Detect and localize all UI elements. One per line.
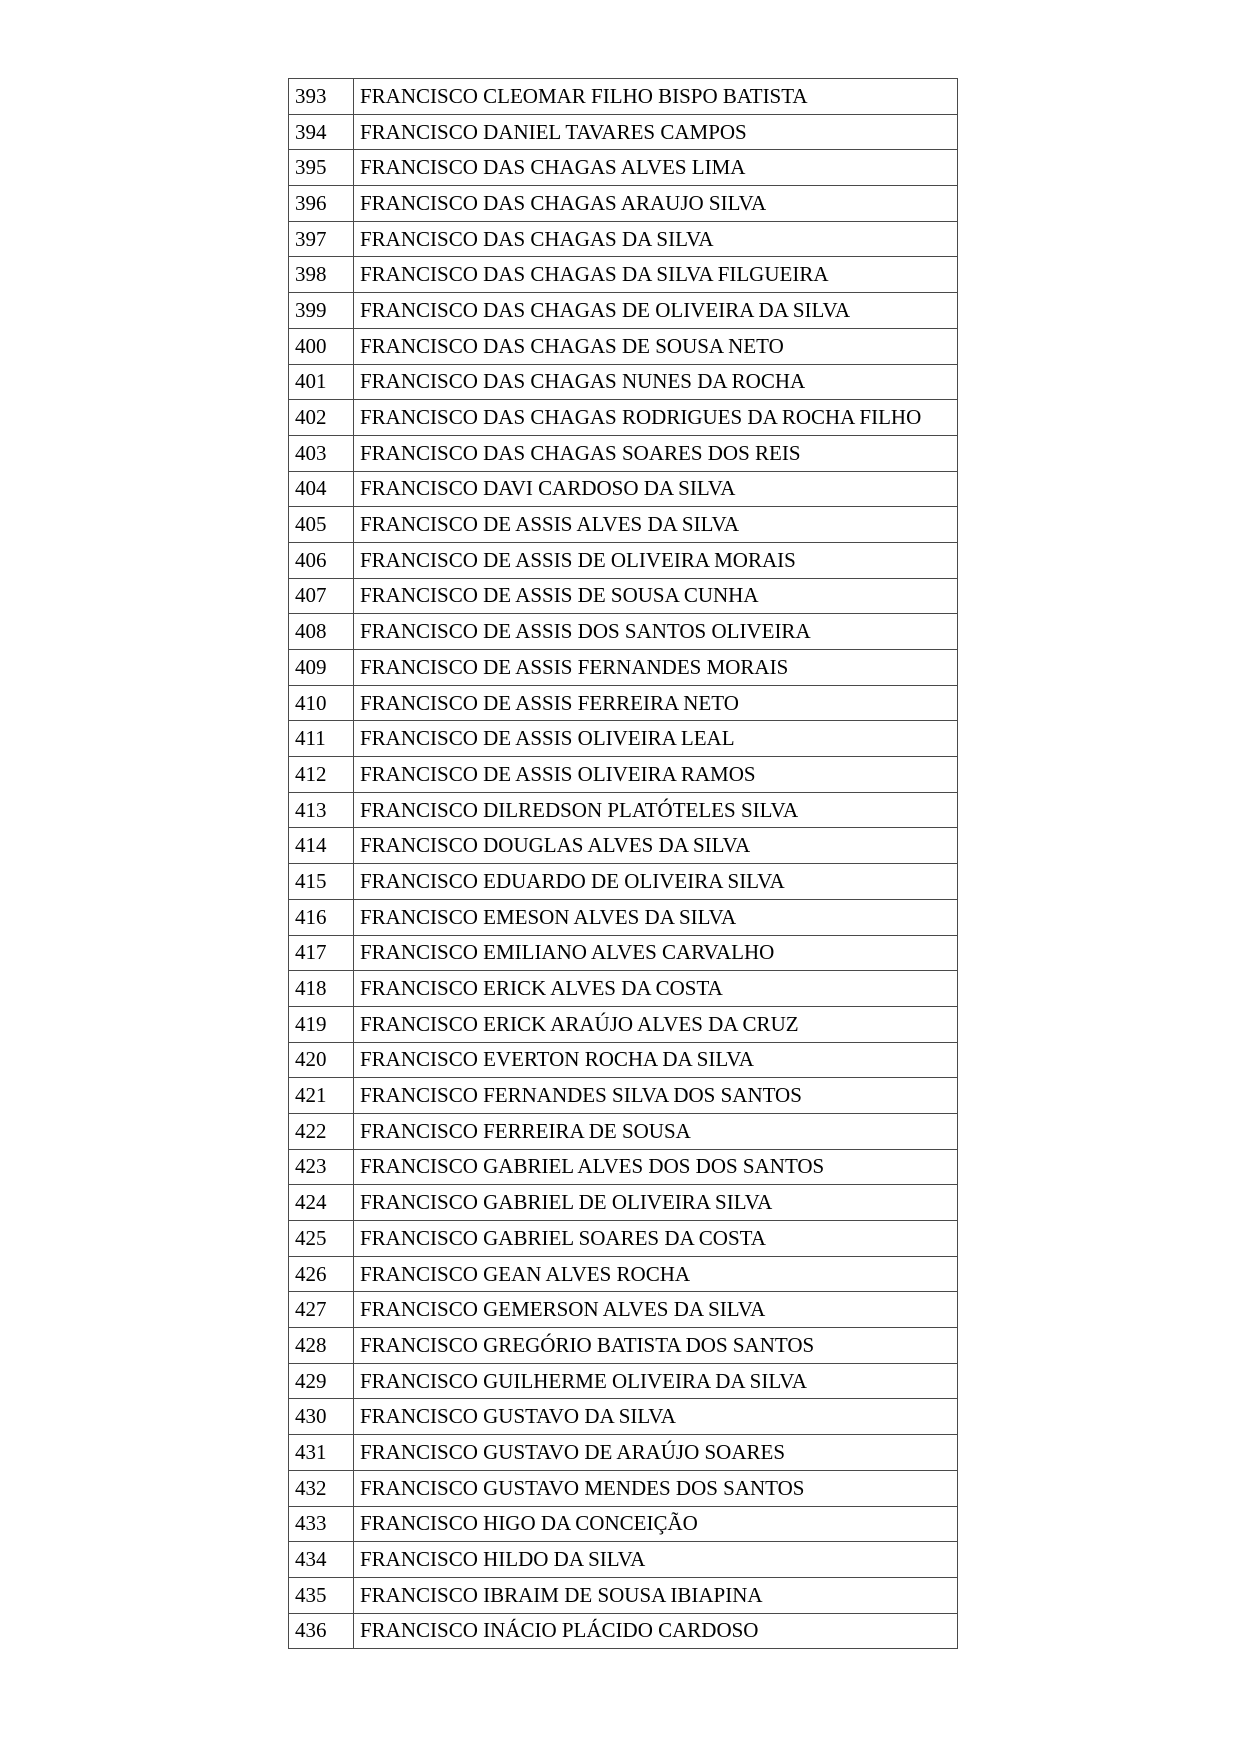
table-row — [289, 864, 958, 900]
table-row — [289, 1399, 958, 1435]
table-row — [289, 221, 958, 257]
row-name: FRANCISCO DE ASSIS ALVES DA SILVA — [354, 507, 958, 543]
row-name: FRANCISCO DAS CHAGAS ALVES LIMA — [354, 150, 958, 186]
row-number: 393 — [289, 79, 354, 115]
row-number: 395 — [289, 150, 354, 186]
row-number: 424 — [289, 1185, 354, 1221]
table-row — [289, 1577, 958, 1613]
row-number: 428 — [289, 1328, 354, 1364]
table-row — [289, 400, 958, 436]
table-row — [289, 1006, 958, 1042]
table-row — [289, 114, 958, 150]
row-number: 418 — [289, 971, 354, 1007]
row-number: 436 — [289, 1613, 354, 1649]
row-name: FRANCISCO DANIEL TAVARES CAMPOS — [354, 114, 958, 150]
row-name: FRANCISCO GABRIEL ALVES DOS DOS SANTOS — [354, 1149, 958, 1185]
row-number: 410 — [289, 685, 354, 721]
row-name: FRANCISCO EMILIANO ALVES CARVALHO — [354, 935, 958, 971]
row-name: FRANCISCO GUILHERME OLIVEIRA DA SILVA — [354, 1363, 958, 1399]
table-row — [289, 1506, 958, 1542]
table-row — [289, 1613, 958, 1649]
row-name: FRANCISCO GABRIEL DE OLIVEIRA SILVA — [354, 1185, 958, 1221]
table-row — [289, 1149, 958, 1185]
row-number: 430 — [289, 1399, 354, 1435]
table-row — [289, 1542, 958, 1578]
row-name: FRANCISCO DE ASSIS OLIVEIRA LEAL — [354, 721, 958, 757]
row-name: FRANCISCO GEMERSON ALVES DA SILVA — [354, 1292, 958, 1328]
row-number: 417 — [289, 935, 354, 971]
row-number: 405 — [289, 507, 354, 543]
table-row — [289, 542, 958, 578]
table-row — [289, 1221, 958, 1257]
row-number: 407 — [289, 578, 354, 614]
table-row — [289, 293, 958, 329]
row-number: 397 — [289, 221, 354, 257]
row-number: 426 — [289, 1256, 354, 1292]
row-number: 398 — [289, 257, 354, 293]
row-number: 420 — [289, 1042, 354, 1078]
row-number: 411 — [289, 721, 354, 757]
row-number: 408 — [289, 614, 354, 650]
row-number: 399 — [289, 293, 354, 329]
row-name: FRANCISCO INÁCIO PLÁCIDO CARDOSO — [354, 1613, 958, 1649]
table-row — [289, 578, 958, 614]
table-row — [289, 1185, 958, 1221]
row-number: 406 — [289, 542, 354, 578]
row-name: FRANCISCO DE ASSIS DE SOUSA CUNHA — [354, 578, 958, 614]
row-number: 435 — [289, 1577, 354, 1613]
row-name: FRANCISCO HILDO DA SILVA — [354, 1542, 958, 1578]
row-name: FRANCISCO EDUARDO DE OLIVEIRA SILVA — [354, 864, 958, 900]
row-name: FRANCISCO CLEOMAR FILHO BISPO BATISTA — [354, 79, 958, 115]
table-row — [289, 1078, 958, 1114]
row-name: FRANCISCO DAS CHAGAS DE SOUSA NETO — [354, 328, 958, 364]
row-name: FRANCISCO FERNANDES SILVA DOS SANTOS — [354, 1078, 958, 1114]
row-name: FRANCISCO DOUGLAS ALVES DA SILVA — [354, 828, 958, 864]
row-name: FRANCISCO DILREDSON PLATÓTELES SILVA — [354, 792, 958, 828]
row-number: 429 — [289, 1363, 354, 1399]
row-number: 402 — [289, 400, 354, 436]
row-number: 404 — [289, 471, 354, 507]
row-number: 396 — [289, 186, 354, 222]
row-number: 401 — [289, 364, 354, 400]
row-name: FRANCISCO GUSTAVO DA SILVA — [354, 1399, 958, 1435]
row-name: FRANCISCO DAS CHAGAS RODRIGUES DA ROCHA FILHO — [354, 400, 958, 436]
row-number: 412 — [289, 757, 354, 793]
table-row — [289, 364, 958, 400]
row-number: 413 — [289, 792, 354, 828]
table-row — [289, 435, 958, 471]
row-name: FRANCISCO GUSTAVO MENDES DOS SANTOS — [354, 1470, 958, 1506]
row-name: FRANCISCO HIGO DA CONCEIÇÃO — [354, 1506, 958, 1542]
row-number: 416 — [289, 899, 354, 935]
row-number: 431 — [289, 1435, 354, 1471]
row-name: FRANCISCO DAS CHAGAS DE OLIVEIRA DA SILVA — [354, 293, 958, 329]
row-name: FRANCISCO GEAN ALVES ROCHA — [354, 1256, 958, 1292]
row-name: FRANCISCO GUSTAVO DE ARAÚJO SOARES — [354, 1435, 958, 1471]
row-number: 414 — [289, 828, 354, 864]
table-row — [289, 721, 958, 757]
table-row — [289, 614, 958, 650]
row-name: FRANCISCO DE ASSIS FERREIRA NETO — [354, 685, 958, 721]
row-number: 433 — [289, 1506, 354, 1542]
row-name: FRANCISCO ERICK ALVES DA COSTA — [354, 971, 958, 1007]
table-row — [289, 899, 958, 935]
row-name: FRANCISCO IBRAIM DE SOUSA IBIAPINA — [354, 1577, 958, 1613]
row-number: 415 — [289, 864, 354, 900]
row-name: FRANCISCO EVERTON ROCHA DA SILVA — [354, 1042, 958, 1078]
table-row — [289, 1328, 958, 1364]
table-row — [289, 971, 958, 1007]
row-name: FRANCISCO DAVI CARDOSO DA SILVA — [354, 471, 958, 507]
table-row — [289, 1363, 958, 1399]
table-row — [289, 792, 958, 828]
names-table-body — [289, 79, 958, 1649]
row-number: 425 — [289, 1221, 354, 1257]
table-row — [289, 650, 958, 686]
table-row — [289, 1435, 958, 1471]
table-row — [289, 257, 958, 293]
row-name: FRANCISCO DAS CHAGAS DA SILVA — [354, 221, 958, 257]
table-row — [289, 150, 958, 186]
table-row — [289, 685, 958, 721]
row-name: FRANCISCO GREGÓRIO BATISTA DOS SANTOS — [354, 1328, 958, 1364]
row-number: 419 — [289, 1006, 354, 1042]
row-name: FRANCISCO DE ASSIS OLIVEIRA RAMOS — [354, 757, 958, 793]
table-row — [289, 935, 958, 971]
row-name: FRANCISCO DE ASSIS FERNANDES MORAIS — [354, 650, 958, 686]
row-number: 403 — [289, 435, 354, 471]
row-name: FRANCISCO DAS CHAGAS ARAUJO SILVA — [354, 186, 958, 222]
row-name: FRANCISCO EMESON ALVES DA SILVA — [354, 899, 958, 935]
row-name: FRANCISCO DAS CHAGAS SOARES DOS REIS — [354, 435, 958, 471]
row-number: 427 — [289, 1292, 354, 1328]
row-name: FRANCISCO GABRIEL SOARES DA COSTA — [354, 1221, 958, 1257]
table-row — [289, 471, 958, 507]
row-number: 422 — [289, 1113, 354, 1149]
row-name: FRANCISCO DE ASSIS DE OLIVEIRA MORAIS — [354, 542, 958, 578]
table-row — [289, 757, 958, 793]
row-name: FRANCISCO DE ASSIS DOS SANTOS OLIVEIRA — [354, 614, 958, 650]
table-row — [289, 1470, 958, 1506]
row-name: FRANCISCO DAS CHAGAS NUNES DA ROCHA — [354, 364, 958, 400]
row-number: 421 — [289, 1078, 354, 1114]
table-row — [289, 1256, 958, 1292]
row-number: 400 — [289, 328, 354, 364]
table-row — [289, 1292, 958, 1328]
row-number: 394 — [289, 114, 354, 150]
row-name: FRANCISCO ERICK ARAÚJO ALVES DA CRUZ — [354, 1006, 958, 1042]
table-row — [289, 1113, 958, 1149]
table-row — [289, 828, 958, 864]
row-number: 409 — [289, 650, 354, 686]
table-row — [289, 507, 958, 543]
table-row — [289, 186, 958, 222]
row-number: 423 — [289, 1149, 354, 1185]
names-table — [288, 78, 958, 1649]
table-row — [289, 328, 958, 364]
row-number: 434 — [289, 1542, 354, 1578]
table-row — [289, 1042, 958, 1078]
row-number: 432 — [289, 1470, 354, 1506]
row-name: FRANCISCO FERREIRA DE SOUSA — [354, 1113, 958, 1149]
table-row — [289, 79, 958, 115]
row-name: FRANCISCO DAS CHAGAS DA SILVA FILGUEIRA — [354, 257, 958, 293]
